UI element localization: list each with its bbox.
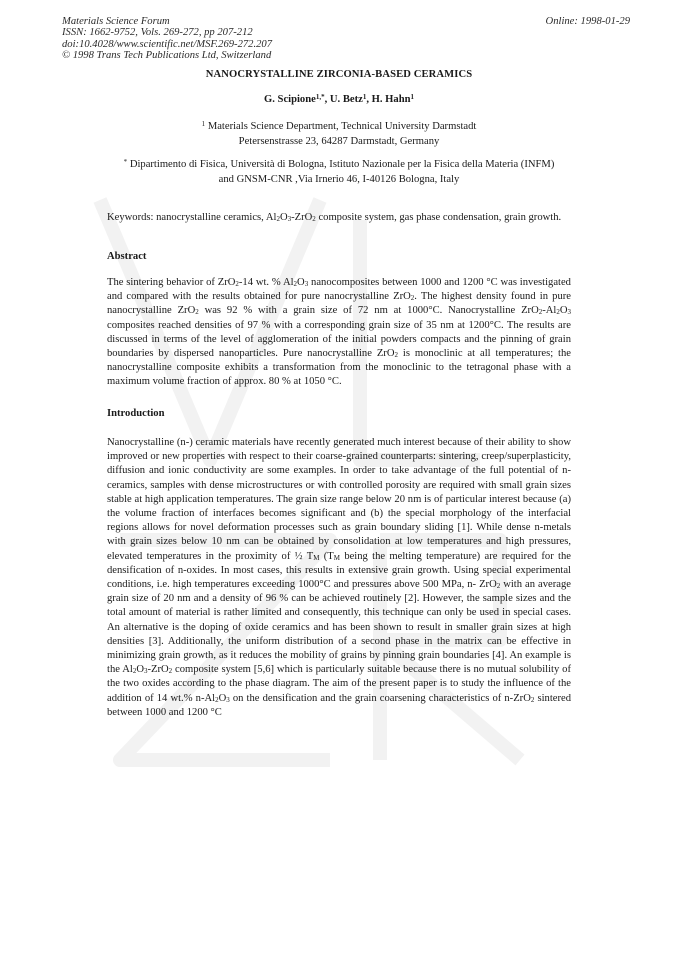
author-separator: , <box>366 94 372 105</box>
affiliation-1 <box>0 119 678 149</box>
journal-name: Materials Science Forum <box>62 16 170 27</box>
journal-header <box>62 16 272 62</box>
keywords: Keywords: nanocrystalline ceramics, $Al_2O_3-ZrO_2$ composite system, gas phase condensation, grain growth. <box>107 212 562 223</box>
affiliation-line: and GNSM-CNR ,Via Irnerio 46, I-40126 Bologna, Italy <box>218 174 460 185</box>
affiliation-2 <box>0 157 678 187</box>
issn-line: ISSN: 1662-9752, Vols. 269-272, pp 207-212 <box>62 27 253 39</box>
author-affiliation-mark: 1,* <box>315 93 325 101</box>
copyright-line: © 1998 Trans Tech Publications Ltd, Switzerland <box>62 50 272 62</box>
introduction-heading: Introduction <box>107 408 165 419</box>
author-name: H. Hahn <box>371 94 411 105</box>
introduction-paragraph: Nanocrystalline (n-) ceramic materials have recently generated much interest because of their ability to show improved or new properties with respect to their coarse-grained counterparts: sintering, creep/superplasticity, diffusion and ionic conductivity are some examples. In order to take advantage of the full potential of n-ceramics, samples with dense microstructures or with controlled porosity are required with small grain sizes stable at high application temperatures. The grain size range below 20 nm is of particular interest because (a) the volume fraction of interfaces becomes significant and (b) the special morphology of the interfacial regions allows for novel deformation processes such as grain boundary sliding [1]. While dense n-metals with grain sizes below 10 nm can be obtained by consolidation at low temperatures and high pressures, elevated temperatures in the proximity of ½ $T_M$ ($T_M$ being the melting temperature) are required for the densification of n-oxides. In most cases, this results in extensive grain growth. Using special experimental conditions, i.e. high temperatures exceeding 1000°C and pressures above 500 MPa, n- ZrO$_2$ with an average grain size of 20 nm and a density of 96 % can be achieved routinely [2]. However, the sample sizes and the total amount of material is rather limited and consequently, this technique can only be used in special cases. An alternative is the doping of oxide ceramics and has been shown to result in smaller grain sizes at high densities [3]. Additionally, the uniform distribution of a second phase in the matrix can be effective in minimizing grain growth, as it reduces the mobility of grains by pinning grain boundaries [4]. An example is the $Al_2O_3-ZrO_2$ composite system [5,6] which is particularly suitable because there is no mutual solubility of the two oxides according to the phase diagram. The aim of the present paper is to study the influence of the addition of 14 wt.% $n-Al_2O_3$ on the densification and the grain coarsening characteristics of n-ZrO$_2$ sintered between 1000 and 1200 °C <box>107 437 572 718</box>
author-separator: , <box>324 94 330 105</box>
affiliation-mark: * <box>123 158 128 166</box>
affiliation-line: Petersenstrasse 23, 64287 Darmstadt, Germany <box>238 136 440 147</box>
affiliation-mark: 1 <box>201 120 206 128</box>
abstract-paragraph: The sintering behavior of ZrO$_2$-14 wt. % $Al_2O_3$ nanocomposites between 1000 and 1200 °C was investigated and compared with the results obtained for pure nanocrystalline ZrO$_2$. The highest density found in pure nanocrystalline ZrO$_2$ was 92 % with a grain size of 72 nm at 1000°C. Nanocrystalline $ZrO_2-Al_2O_3$ composites reached densities of 97 % with a corresponding grain size of 35 nm at 1200°C. The results are discussed in terms of the level of agglomeration of the initial powders compacts and the pinning of grain boundaries by dispersed nanoparticles. Pure nanocrystalline ZrO$_2$ is monoclinic at all temperatures; the nanocrystalline composite exhibits a transformation from the monoclinic to the tetragonal phase with a maximum volume fraction of approx. 80 % at 1050 °C. <box>107 277 572 388</box>
author-name: U. Betz <box>329 94 363 105</box>
doi-line[interactable]: doi:10.4028/www.scientific.net/MSF.269-272.207 <box>62 38 272 50</box>
affiliation-line: Materials Science Department, Technical University Darmstadt <box>207 121 477 132</box>
author-affiliation-mark: 1 <box>362 93 367 101</box>
online-date: Online: 1998-01-29 <box>545 16 630 27</box>
abstract-heading: Abstract <box>107 251 147 262</box>
affiliation-line: Dipartimento di Fisica, Università di Bologna, Istituto Nazionale per la Fisica della Materia (INFM) <box>129 159 555 170</box>
author-list <box>0 94 678 105</box>
paper-title: NANOCRYSTALLINE ZIRCONIA-BASED CERAMICS <box>205 69 473 80</box>
author-affiliation-mark: 1 <box>410 93 414 101</box>
author-name: G. Scipione <box>264 94 316 105</box>
